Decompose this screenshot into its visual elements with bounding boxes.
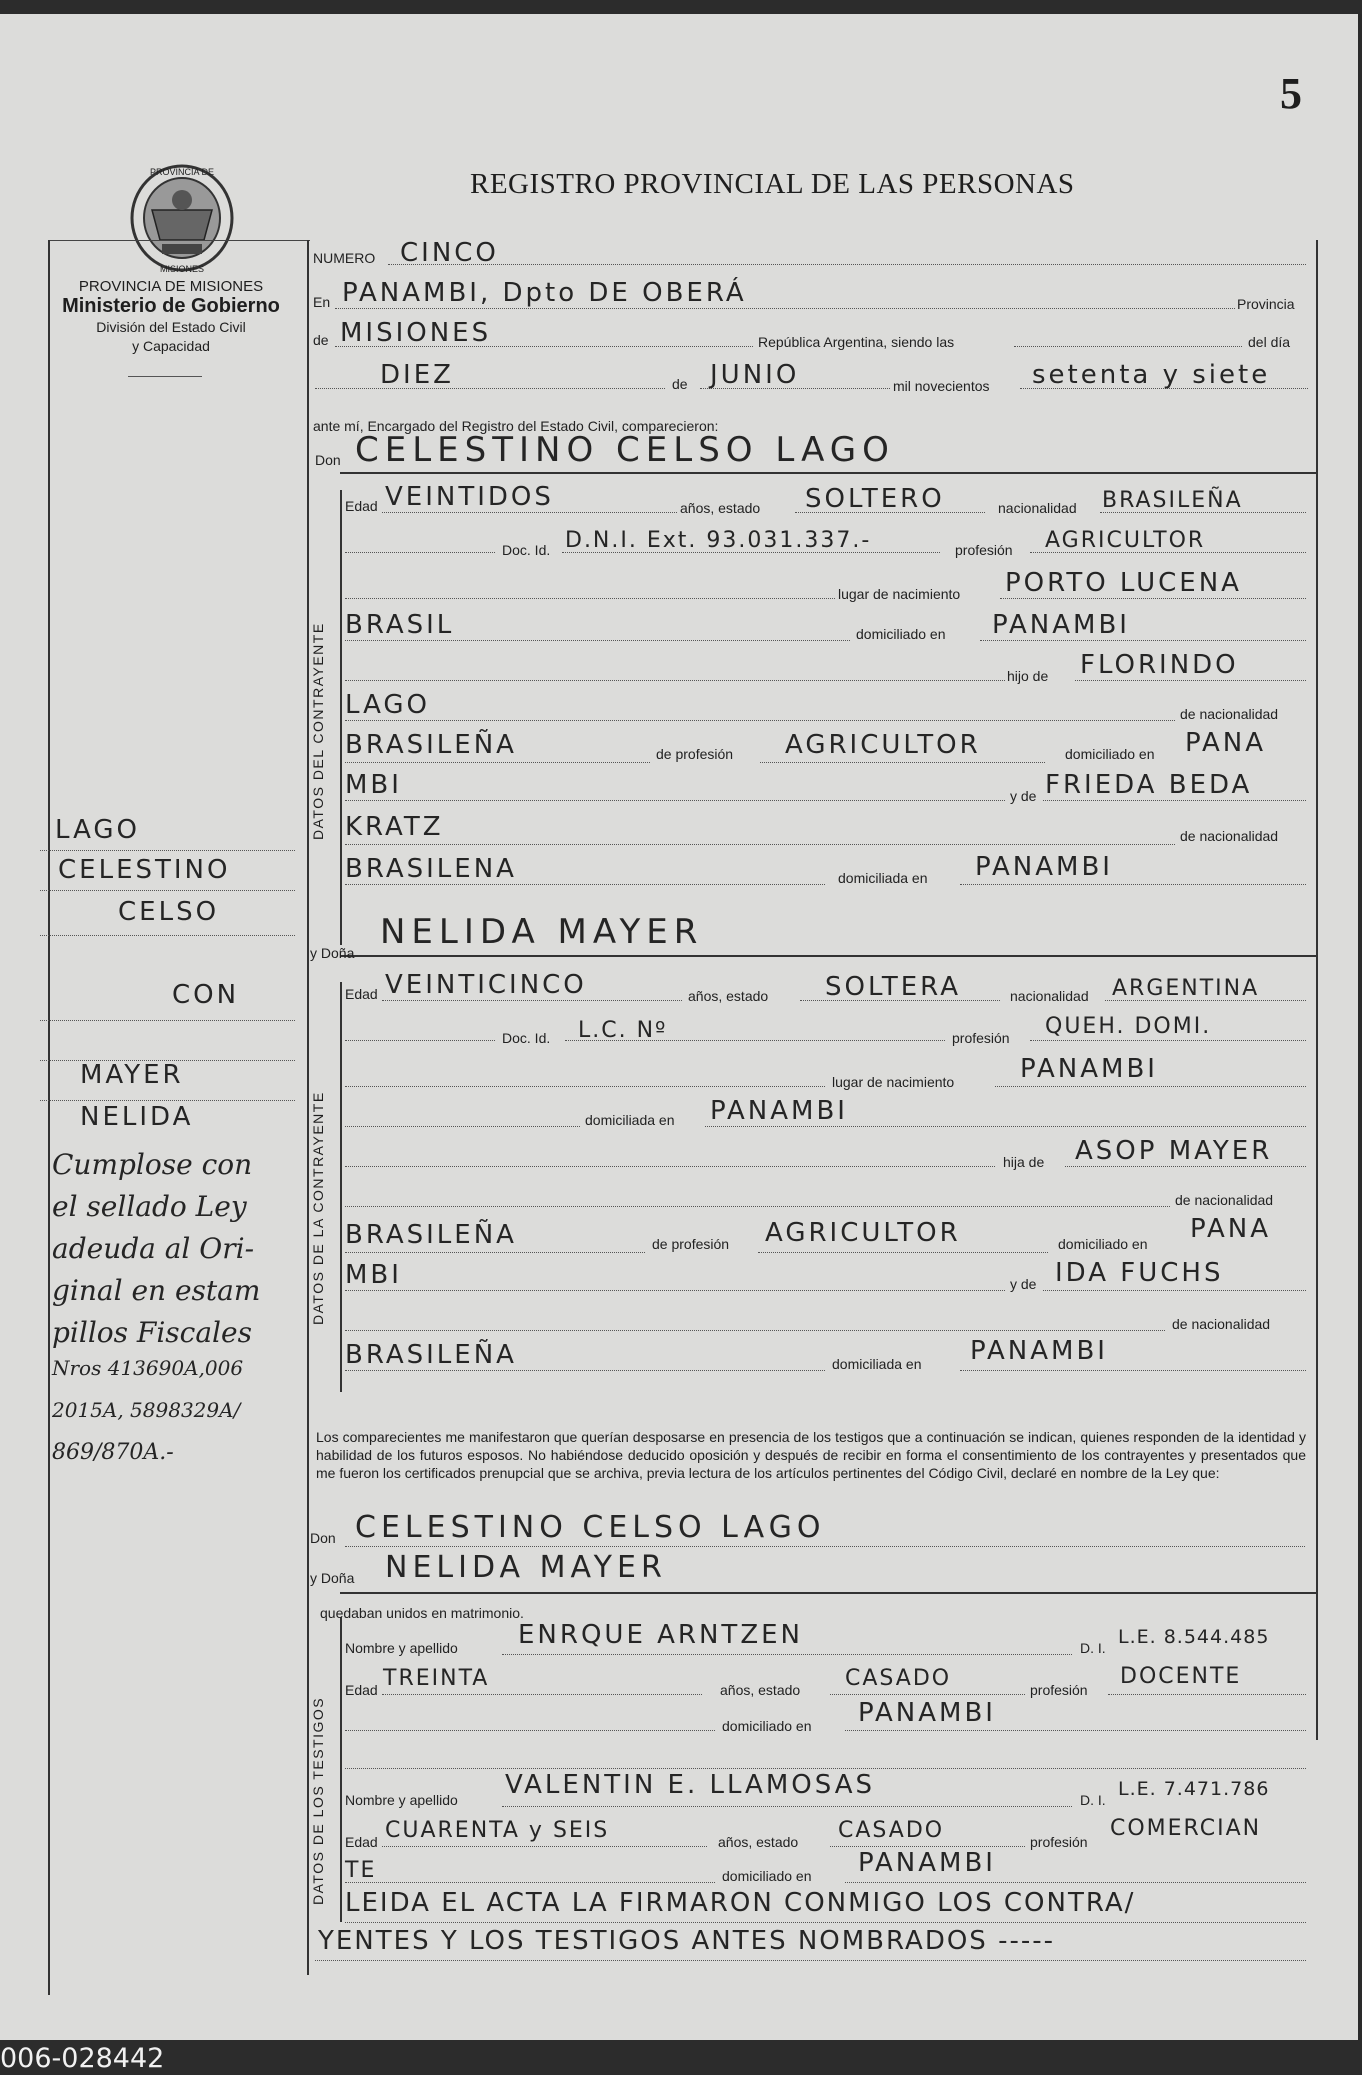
w2-nombre-label: Nombre y apellido <box>345 1792 458 1808</box>
w2-dom-lead <box>345 1882 715 1883</box>
province-seal <box>122 160 242 278</box>
w1-dom-label: domiciliado en <box>722 1718 812 1734</box>
ministry-province: PROVINCIA DE MISIONES <box>78 278 264 295</box>
bride-bracket <box>340 982 342 1392</box>
groom-madre-lead <box>345 800 1005 801</box>
bride-padre-nac-line <box>345 1252 645 1253</box>
numero-line <box>388 264 1306 265</box>
groom-madre-nac-line <box>345 884 825 885</box>
bride-estado: SOLTERA <box>825 972 961 1002</box>
w2-estado: CASADO <box>838 1818 945 1843</box>
w2-profesion: COMERCIAN <box>1110 1816 1262 1841</box>
dia-value: DIEZ <box>380 360 454 390</box>
groom-lugar-cont-line <box>345 640 850 641</box>
ministry-heading <box>40 278 302 356</box>
margin-line-1 <box>40 850 295 851</box>
w1-estado-line <box>830 1694 1025 1695</box>
groom-bracket <box>340 490 342 945</box>
bride-hija-label: hija de <box>1003 1154 1045 1170</box>
bride-dom-label: domiciliada en <box>585 1112 675 1128</box>
bride-madre: IDA FUCHS <box>1055 1258 1224 1288</box>
bride-padre-prof-label: de profesión <box>652 1236 730 1252</box>
groom-nac-label: nacionalidad <box>998 500 1077 516</box>
seal-bottom-text: MISIONES <box>159 264 205 274</box>
w1-edad-line <box>382 1694 702 1695</box>
bride-doc-label: Doc. Id. <box>502 1030 551 1046</box>
w1-nombre-label: Nombre y apellido <box>345 1640 458 1656</box>
w1-profesion: DOCENTE <box>1120 1664 1242 1689</box>
bride-madre-nac-lead <box>345 1330 1165 1331</box>
groom-madre-cont: KRATZ <box>345 812 444 842</box>
closing-line-1 <box>345 1922 1306 1923</box>
bride-madre-lead <box>345 1290 1005 1291</box>
w2-edad-line <box>382 1846 707 1847</box>
don-value: CELESTINO CELSO LAGO <box>355 430 895 470</box>
margin-note-1: Cumplose con <box>52 1148 253 1181</box>
dona-label: y Doña <box>310 945 355 961</box>
w1-blank-line <box>345 1768 1306 1769</box>
w2-dom-label: domiciliado en <box>722 1868 812 1884</box>
margin-line-2 <box>40 890 295 891</box>
w1-nombre: ENRQUE ARNTZEN <box>518 1620 804 1650</box>
w1-domicilio: PANAMBI <box>858 1698 996 1728</box>
groom-madre-line <box>1043 800 1306 801</box>
bride-padre-nac-lead <box>345 1206 1170 1207</box>
groom-madre: FRIEDA BEDA <box>1045 770 1253 800</box>
provincia-label: Provincia <box>1237 296 1295 312</box>
don-rule <box>340 472 1316 474</box>
right-border <box>1316 240 1318 1740</box>
groom-prof-label: profesión <box>955 542 1013 558</box>
bride-lugar-line <box>995 1086 1306 1087</box>
bride-doc: L.C. Nº <box>578 1018 668 1043</box>
margin-note-7: 2015A, 5898329A/ <box>52 1398 241 1422</box>
w2-nombre: VALENTIN E. LLAMOSAS <box>505 1770 876 1800</box>
bride-side-label: DATOS DE LA CONTRAYENTE <box>310 1091 326 1325</box>
margin-line-3 <box>40 935 295 936</box>
groom-madre-dom-label: domiciliada en <box>838 870 928 886</box>
w2-profesion-cont: TE <box>345 1858 377 1883</box>
bride-padre: ASOP MAYER <box>1075 1136 1273 1166</box>
w1-dom-lead <box>345 1730 715 1731</box>
margin-note-2: el sellado Ley <box>52 1190 247 1223</box>
bride-madre-nac-label: de nacionalidad <box>1172 1316 1271 1332</box>
w2-di: L.E. 7.471.786 <box>1118 1778 1270 1800</box>
groom-padre-lead <box>345 680 1005 681</box>
quedaban-text: quedaban unidos en matrimonio. <box>320 1605 524 1621</box>
en-label: En <box>313 294 331 310</box>
w2-edad: CUARENTA y SEIS <box>385 1818 610 1843</box>
groom-edad-label: Edad <box>345 498 378 514</box>
bride-estado-label: años, estado <box>688 988 769 1004</box>
groom-doc: D.N.I. Ext. 93.031.337.- <box>565 528 872 553</box>
groom-estado-label: años, estado <box>680 500 761 516</box>
registry-title: REGISTRO PROVINCIAL DE LAS PERSONAS <box>470 168 1075 200</box>
bride-edad-label: Edad <box>345 986 378 1002</box>
republica-label: República Argentina, siendo las <box>758 334 955 350</box>
margin-note-8: 869/870A.- <box>52 1440 174 1465</box>
bride-padre-dom: PANA <box>1190 1214 1272 1244</box>
de-mes-label: de <box>672 376 688 392</box>
bride-profesion: QUEH. DOMI. <box>1045 1014 1212 1039</box>
del-dia-label: del día <box>1248 334 1291 350</box>
bride-padre-prof-line <box>758 1252 1048 1253</box>
groom-side-label: DATOS DEL CONTRAYENTE <box>310 622 326 840</box>
numero-label: NUMERO <box>313 250 376 266</box>
bride-y-de-label: y de <box>1010 1276 1037 1292</box>
margin-firstname-groom: CELESTINO <box>58 855 231 885</box>
groom-edad: VEINTIDOS <box>385 482 554 512</box>
de-value: MISIONES <box>340 318 492 348</box>
w2-edad-label: Edad <box>345 1834 378 1850</box>
ante-mi-text: ante mí, Encargado del Registro del Estado Civil, comparecieron: <box>313 418 719 434</box>
groom-padre-nac: BRASILEÑA <box>345 730 517 760</box>
bride-dom-lead <box>345 1126 580 1127</box>
bride-lugar-lead <box>345 1086 825 1087</box>
margin-divider <box>307 240 309 1975</box>
groom-lugar: PORTO LUCENA <box>1005 568 1242 598</box>
w1-nombre-line <box>502 1654 1072 1655</box>
margin-firstname-bride: NELIDA <box>80 1102 194 1132</box>
seal-top-text: PROVINCIA DE <box>149 167 215 177</box>
margin-note-3: adeuda al Ori- <box>52 1232 255 1265</box>
bride-nac-label: nacionalidad <box>1010 988 1089 1004</box>
mil-novecientos-label: mil novecientos <box>893 378 990 394</box>
scan-bottom-strip <box>0 2040 1362 2075</box>
dona-value: NELIDA MAYER <box>380 912 704 952</box>
groom-padre-dom: PANA <box>1185 728 1267 758</box>
margin-note-5: pillos Fiscales <box>52 1316 252 1349</box>
de-label: de <box>313 332 329 348</box>
closing-line-2 <box>315 1960 1306 1961</box>
bride-madre-dom-line <box>960 1370 1306 1371</box>
groom-lugar-line <box>1000 598 1306 599</box>
bride-edad-line <box>382 1000 682 1001</box>
groom-padre-nac-line <box>345 762 650 763</box>
bride-edad: VEINTICINCO <box>385 970 587 1000</box>
w1-di-label: D. I. <box>1080 1640 1106 1656</box>
groom-padre-dom-label: domiciliado en <box>1065 746 1155 762</box>
w1-prof-label: profesión <box>1030 1682 1088 1698</box>
declared-don-value: CELESTINO CELSO LAGO <box>355 1510 826 1545</box>
ministry-name: Ministerio de Gobierno <box>62 295 280 317</box>
witness-bracket <box>340 1617 342 1922</box>
groom-doc-label: Doc. Id. <box>502 542 551 558</box>
bride-domicilio: PANAMBI <box>710 1096 848 1126</box>
groom-doc-lead <box>345 552 495 553</box>
groom-padre-prof-label: de profesión <box>656 746 734 762</box>
bride-prof-line <box>1030 1040 1306 1041</box>
w1-estado: CASADO <box>845 1666 952 1691</box>
declared-dona-value: NELIDA MAYER <box>385 1550 667 1585</box>
bride-padre-nac: BRASILEÑA <box>345 1220 517 1250</box>
w1-dom-line <box>845 1730 1306 1731</box>
groom-hijo-label: hijo de <box>1007 668 1049 684</box>
margin-line-6 <box>40 1100 295 1101</box>
declaration-paragraph: Los comparecientes me manifestaron que querían desposarse en presencia de los testigos que a continuación se indican, quienes responden de la identidad y habilidad de los futuros esposos. No habiéndose deducido oposición y después de recibir en forma el consentimiento de los contrayentes y presentados que me fueron los certificados prenupcial que se archiva, previa lectura de los artículos pertinentes del Código Civil, declaré en nombre de la Ley que: <box>316 1429 1306 1481</box>
bride-madre-nac-line <box>345 1370 825 1371</box>
closing-text-2: YENTES Y LOS TESTIGOS ANTES NOMBRADOS ----- <box>318 1926 1055 1956</box>
don-label: Don <box>315 452 341 468</box>
w2-prof-label: profesión <box>1030 1834 1088 1850</box>
groom-madre-nac: BRASILENA <box>345 854 517 884</box>
w1-estado-label: años, estado <box>720 1682 801 1698</box>
groom-lugar-label: lugar de nacimiento <box>838 586 961 602</box>
ministry-capacity: y Capacidad <box>132 338 210 354</box>
groom-madre-dom-line <box>960 884 1306 885</box>
w2-estado-label: años, estado <box>718 1834 799 1850</box>
left-column-top-rule <box>48 240 310 241</box>
groom-lugar-lead <box>345 598 835 599</box>
groom-padre: FLORINDO <box>1080 650 1239 680</box>
w2-estado-line <box>830 1846 1025 1847</box>
bride-madre-nac: BRASILEÑA <box>345 1340 517 1370</box>
bride-madre-dom-label: domiciliada en <box>832 1356 922 1372</box>
w2-di-label: D. I. <box>1080 1792 1106 1808</box>
bride-nacionalidad: ARGENTINA <box>1112 976 1260 1001</box>
groom-padre-cont-line <box>345 720 1175 721</box>
groom-padre-dom-cont: MBI <box>345 770 402 800</box>
declared-dona-label: y Doña <box>310 1570 355 1586</box>
margin-note-4: ginal en estam <box>52 1274 261 1307</box>
groom-padre-line <box>1075 680 1306 681</box>
w2-nombre-line <box>502 1806 1072 1807</box>
bride-padre-nac-label: de nacionalidad <box>1175 1192 1274 1208</box>
ministry-divider <box>128 376 202 377</box>
groom-nacionalidad: BRASILEÑA <box>1102 488 1243 513</box>
margin-surname-bride: MAYER <box>80 1060 184 1090</box>
bride-padre-dom-label: domiciliado en <box>1058 1236 1148 1252</box>
declared-don-line <box>345 1546 1305 1547</box>
w1-edad: TREINTA <box>383 1666 490 1691</box>
bride-madre-line <box>1043 1290 1306 1291</box>
bride-padre-dom-cont: MBI <box>345 1260 402 1290</box>
left-border <box>48 240 50 1995</box>
w2-dom-line <box>845 1882 1306 1883</box>
groom-padre-prof: AGRICULTOR <box>785 730 981 760</box>
w1-di: L.E. 8.544.485 <box>1118 1626 1270 1648</box>
witness-side-label: DATOS DE LOS TESTIGOS <box>310 1696 326 1905</box>
page-number: 5 <box>1280 69 1302 118</box>
groom-dom-label: domiciliado en <box>856 626 946 642</box>
dia-line <box>315 388 665 389</box>
bride-doc-lead <box>345 1040 495 1041</box>
bride-prof-label: profesión <box>952 1030 1010 1046</box>
dona-rule <box>340 955 1316 957</box>
groom-madre-nac-label: de nacionalidad <box>1180 828 1279 844</box>
groom-edad-line <box>382 512 677 513</box>
groom-domicilio: PANAMBI <box>992 610 1130 640</box>
margin-note-6: Nros 413690A,006 <box>52 1356 244 1380</box>
closing-text-1: LEIDA EL ACTA LA FIRMARON CONMIGO LOS CONTRA/ <box>345 1888 1136 1918</box>
w1-prof-line <box>1108 1694 1306 1695</box>
groom-padre-cont: LAGO <box>345 690 431 720</box>
w1-edad-label: Edad <box>345 1682 378 1698</box>
declared-don-label: Don <box>310 1530 336 1546</box>
margin-surname-groom: LAGO <box>55 815 141 845</box>
numero-value: CINCO <box>400 238 499 268</box>
hora-line <box>1014 346 1242 347</box>
groom-madre-cont-line <box>345 844 1175 845</box>
document-id: 006-028442 <box>0 2043 165 2074</box>
en-value: PANAMBI, Dpto DE OBERÁ <box>342 278 747 308</box>
groom-y-de-label: y de <box>1010 788 1037 804</box>
bride-madre-dom: PANAMBI <box>970 1336 1108 1366</box>
groom-dom-line <box>980 640 1306 641</box>
bride-dom-line <box>705 1126 1306 1127</box>
declared-dona-rule <box>340 1592 1316 1594</box>
w2-domicilio: PANAMBI <box>858 1848 996 1878</box>
en-line <box>335 308 1235 309</box>
groom-padre-prof-line <box>760 762 1045 763</box>
bride-lugar: PANAMBI <box>1020 1054 1158 1084</box>
bride-padre-line <box>1065 1166 1306 1167</box>
mes-value: JUNIO <box>710 360 800 390</box>
margin-middlename-groom: CELSO <box>118 897 220 927</box>
anio-value: setenta y siete <box>1032 360 1271 390</box>
bride-padre-lead <box>345 1166 995 1167</box>
margin-con: CON <box>172 980 240 1010</box>
bride-padre-prof: AGRICULTOR <box>765 1218 961 1248</box>
groom-profesion: AGRICULTOR <box>1045 528 1206 553</box>
groom-padre-nac-label: de nacionalidad <box>1180 706 1279 722</box>
margin-line-4 <box>40 1020 295 1021</box>
groom-estado: SOLTERO <box>805 484 945 514</box>
groom-lugar-cont: BRASIL <box>345 610 455 640</box>
groom-madre-dom: PANAMBI <box>975 852 1113 882</box>
ministry-division: División del Estado Civil <box>96 319 246 335</box>
scan-top-edge <box>0 0 1362 14</box>
bride-lugar-label: lugar de nacimiento <box>832 1074 955 1090</box>
